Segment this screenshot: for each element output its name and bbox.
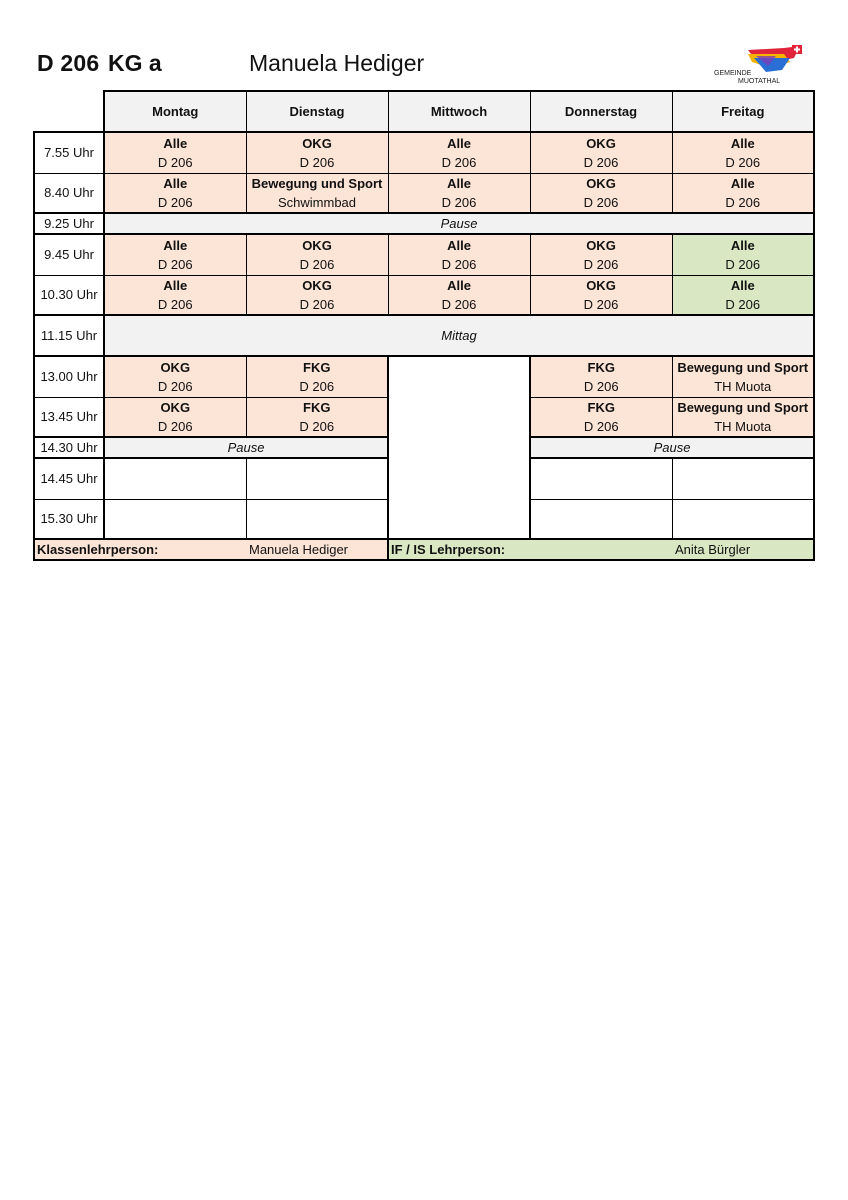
lesson-cell [246, 173, 388, 213]
day-header: Montag [104, 91, 246, 132]
lesson-subject: Alle [163, 237, 188, 253]
lesson-room: D 206 [583, 154, 619, 170]
lesson-cell [246, 356, 388, 397]
lesson-cell [104, 397, 246, 437]
lesson-subject: FKG [303, 359, 331, 375]
lesson-subject: Alle [163, 135, 188, 151]
class-teacher-label: Klassenlehrperson: [37, 542, 159, 557]
logo-line-1: GEMEINDE [714, 70, 752, 77]
break-cell: Pause [104, 437, 388, 458]
empty-cell [246, 458, 388, 499]
gemeinde-logo [714, 44, 806, 88]
lesson-room: D 206 [299, 296, 335, 312]
class-title: KG a [108, 50, 162, 76]
lesson-subject: FKG [587, 359, 615, 375]
lesson-cell [388, 173, 530, 213]
lunch-cell: Mittag [104, 315, 814, 356]
lesson-subject: OKG [586, 175, 616, 191]
lesson-cell [530, 356, 672, 397]
table-row [34, 315, 814, 356]
lesson-room: D 206 [157, 194, 193, 210]
lesson-subject: OKG [302, 135, 332, 151]
lesson-cell [672, 397, 814, 437]
day-header: Mittwoch [388, 91, 530, 132]
time-label: 9.45 Uhr [34, 234, 104, 275]
lesson-room: D 206 [725, 256, 761, 272]
lesson-subject: Alle [163, 277, 188, 293]
lesson-subject: Bewegung und Sport [251, 175, 383, 191]
lesson-room: D 206 [157, 378, 193, 394]
empty-cell [530, 499, 672, 539]
lesson-subject: OKG [160, 359, 191, 375]
lesson-room: D 206 [299, 378, 335, 394]
class-teacher-cell [34, 539, 388, 560]
lesson-cell [530, 275, 672, 315]
lesson-room: D 206 [583, 378, 619, 394]
lesson-subject: FKG [303, 399, 331, 415]
lesson-cell [104, 173, 246, 213]
lesson-cell [246, 234, 388, 275]
lesson-cell [530, 132, 672, 173]
time-label: 14.45 Uhr [34, 458, 104, 499]
lesson-room: D 206 [157, 256, 193, 272]
lesson-cell [530, 234, 672, 275]
empty-cell [104, 458, 246, 499]
lesson-cell [246, 397, 388, 437]
lesson-room: D 206 [725, 194, 761, 210]
lesson-subject: OKG [160, 399, 191, 415]
time-label: 11.15 Uhr [34, 315, 104, 356]
table-row [34, 132, 814, 173]
lesson-room: D 206 [441, 194, 477, 210]
lesson-cell [388, 234, 530, 275]
lesson-cell [104, 356, 246, 397]
table-row [34, 275, 814, 315]
empty-cell [672, 499, 814, 539]
lesson-cell [388, 275, 530, 315]
lesson-subject: OKG [586, 135, 616, 151]
lesson-room: D 206 [583, 256, 619, 272]
lesson-cell [672, 356, 814, 397]
lesson-subject: OKG [302, 277, 332, 293]
lesson-room: D 206 [583, 194, 619, 210]
lesson-room: D 206 [725, 154, 761, 170]
day-header-row [34, 91, 814, 132]
lesson-subject: FKG [587, 399, 615, 415]
empty-cell [246, 499, 388, 539]
day-header: Dienstag [246, 91, 388, 132]
timetable [33, 90, 815, 561]
break-cell: Pause [530, 437, 814, 458]
if-teacher-cell [388, 539, 814, 560]
lesson-cell [104, 275, 246, 315]
lesson-room: D 206 [583, 418, 619, 434]
lesson-room: TH Muota [714, 378, 772, 394]
footer-row [34, 539, 814, 560]
time-label: 7.55 Uhr [34, 132, 104, 173]
lesson-subject: Alle [447, 135, 471, 151]
if-lesson-cell [672, 234, 814, 275]
lesson-room: D 206 [441, 296, 477, 312]
time-label: 13.45 Uhr [34, 397, 104, 437]
lesson-room: D 206 [441, 256, 477, 272]
lesson-subject: Bewegung und Sport [677, 359, 809, 375]
lesson-cell [104, 234, 246, 275]
lesson-subject: Alle [730, 135, 755, 151]
lesson-room: D 206 [157, 296, 193, 312]
lesson-room: D 206 [725, 296, 761, 312]
lesson-subject: Alle [447, 237, 471, 253]
lesson-room: D 206 [157, 154, 193, 170]
table-row [34, 234, 814, 275]
lesson-cell [388, 132, 530, 173]
time-label: 10.30 Uhr [34, 275, 104, 315]
lesson-cell [530, 173, 672, 213]
if-teacher-name: Anita Bürgler [675, 542, 751, 557]
table-row [34, 356, 814, 397]
lesson-subject: OKG [586, 237, 616, 253]
lesson-cell [246, 132, 388, 173]
lesson-room: D 206 [299, 256, 335, 272]
time-label: 14.30 Uhr [34, 437, 104, 458]
lesson-room: D 206 [583, 296, 619, 312]
empty-cell [530, 458, 672, 499]
time-label: 8.40 Uhr [34, 173, 104, 213]
time-label: 13.00 Uhr [34, 356, 104, 397]
lesson-subject: OKG [302, 237, 332, 253]
day-header: Donnerstag [530, 91, 672, 132]
lesson-subject: Alle [730, 175, 755, 191]
teacher-title: Manuela Hediger [249, 50, 425, 76]
time-label: 9.25 Uhr [34, 213, 104, 234]
lesson-cell [672, 132, 814, 173]
lesson-room: Schwimmbad [277, 194, 357, 210]
lesson-subject: Alle [163, 175, 188, 191]
lesson-room: D 206 [299, 418, 335, 434]
lesson-cell [104, 132, 246, 173]
lesson-room: TH Muota [714, 418, 772, 434]
day-header: Freitag [672, 91, 814, 132]
empty-cell [672, 458, 814, 499]
logo-line-2: MUOTATHAL [738, 78, 781, 85]
lesson-room: D 206 [299, 154, 335, 170]
lesson-subject: OKG [586, 277, 616, 293]
table-row [34, 173, 814, 213]
lesson-subject: Bewegung und Sport [677, 399, 809, 415]
lesson-room: D 206 [441, 154, 477, 170]
lesson-subject: Alle [447, 175, 471, 191]
time-label: 15.30 Uhr [34, 499, 104, 539]
class-teacher-name: Manuela Hediger [249, 542, 349, 557]
lesson-subject: Alle [730, 277, 755, 293]
lesson-cell [530, 397, 672, 437]
if-teacher-label: IF / IS Lehrperson: [391, 542, 506, 557]
empty-cell [104, 499, 246, 539]
lesson-cell [672, 173, 814, 213]
table-row [34, 213, 814, 234]
lesson-room: D 206 [157, 418, 193, 434]
if-lesson-cell [672, 275, 814, 315]
empty-afternoon-cell [388, 356, 530, 539]
break-cell: Pause [104, 213, 814, 234]
lesson-subject: Alle [447, 277, 471, 293]
lesson-cell [246, 275, 388, 315]
lesson-subject: Alle [730, 237, 755, 253]
room-title: D 206 [37, 50, 100, 76]
